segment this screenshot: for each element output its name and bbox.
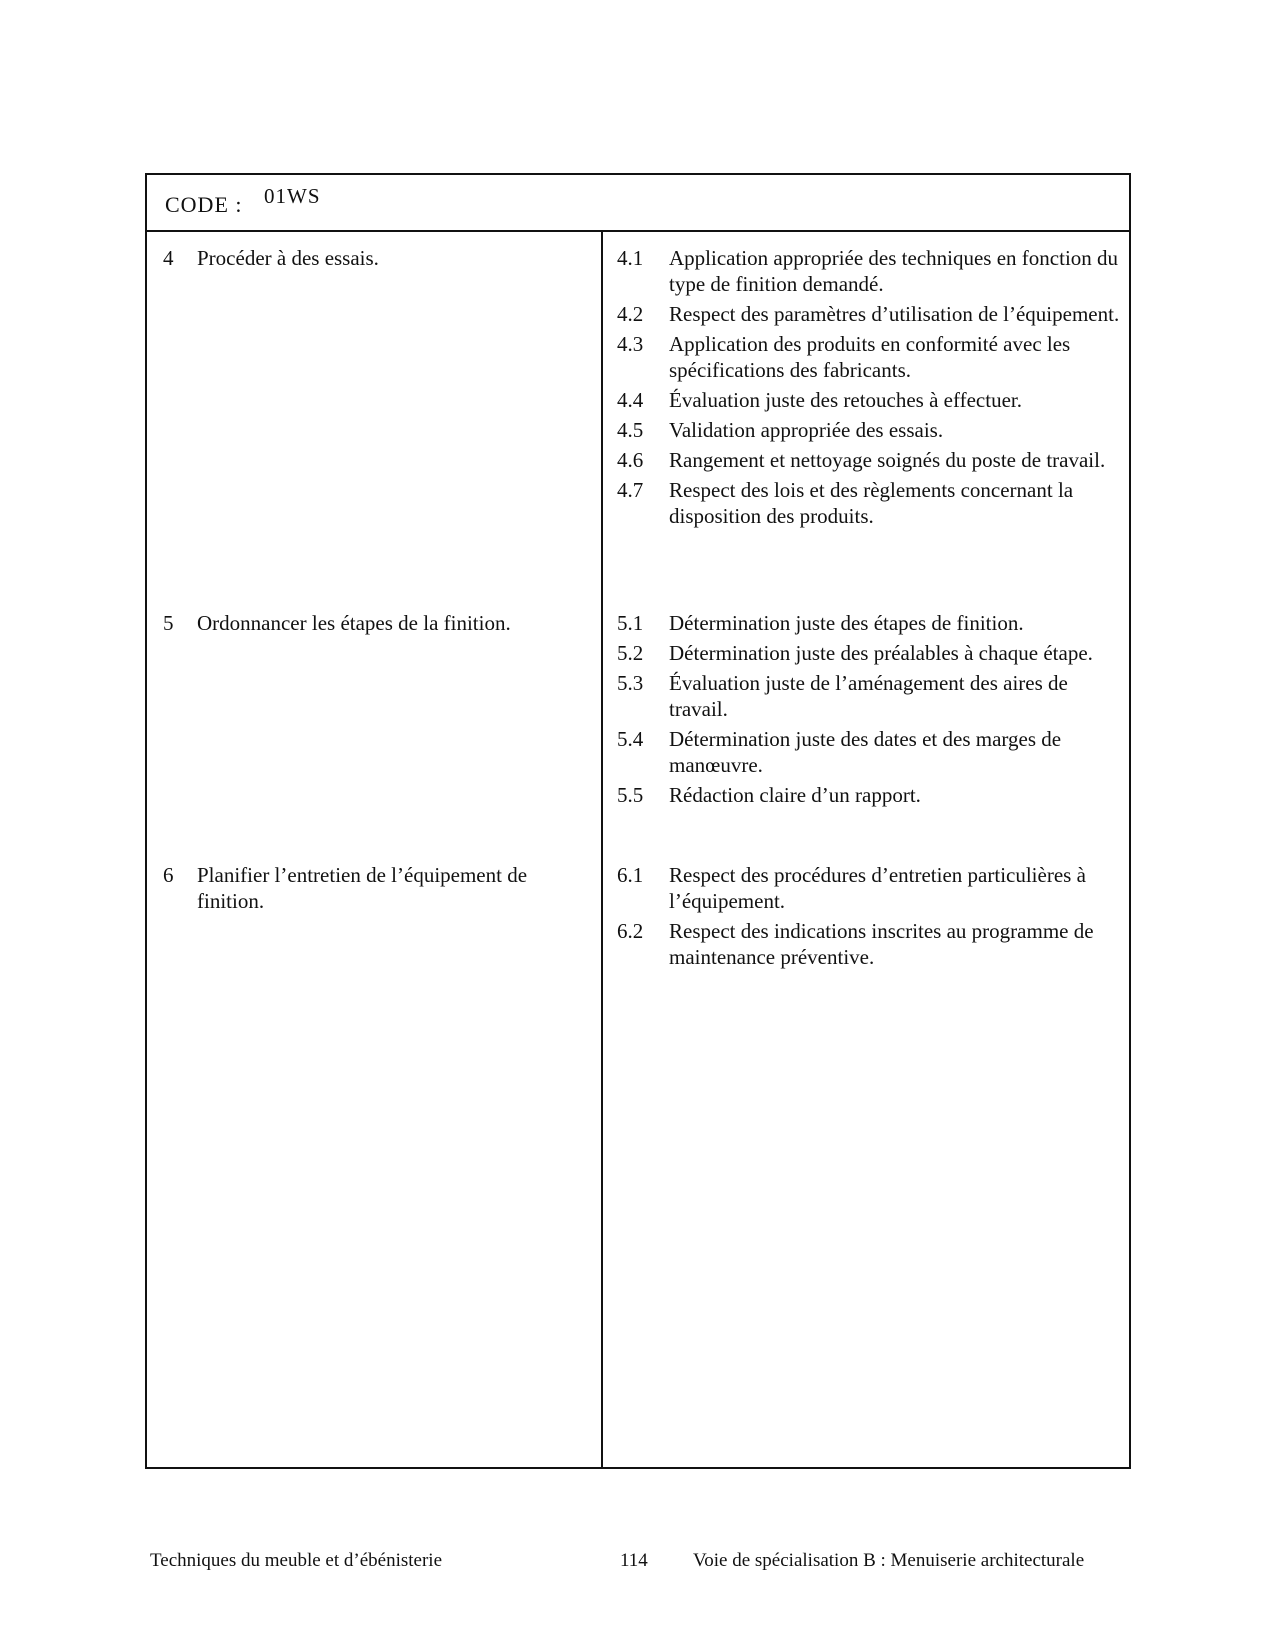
criterion-4-2 bbox=[617, 301, 1121, 327]
criterion-4-1 bbox=[617, 245, 1121, 297]
code-label: CODE : bbox=[165, 192, 243, 217]
criterion-number: 5.2 bbox=[617, 641, 644, 665]
criterion-text: Respect des paramètres d’utilisation de l’équipement. bbox=[669, 302, 1120, 326]
criterion-number: 4.2 bbox=[617, 302, 644, 326]
criterion-4-3 bbox=[617, 331, 1121, 383]
competency-6 bbox=[163, 862, 563, 914]
code-header-row bbox=[147, 175, 1129, 232]
footer-page-number: 114 bbox=[620, 1550, 648, 1571]
criterion-text: Respect des lois et des règlements concernant la disposition des produits. bbox=[669, 478, 1074, 528]
competency-text: Planifier l’entretien de l’équipement de finition. bbox=[197, 863, 528, 913]
criterion-4-7 bbox=[617, 477, 1121, 529]
criteria-group-4 bbox=[617, 245, 1121, 533]
competency-5 bbox=[163, 610, 563, 636]
criterion-4-4 bbox=[617, 387, 1121, 413]
competency-table bbox=[145, 173, 1131, 1469]
criterion-text: Application appropriée des techniques en fonction du type de finition demandé. bbox=[669, 246, 1119, 296]
criterion-text: Évaluation juste de l’aménagement des aires de travail. bbox=[669, 671, 1068, 721]
footer-program-title: Techniques du meuble et d’ébénisterie bbox=[150, 1550, 443, 1571]
competency-number: 5 bbox=[163, 611, 174, 635]
criterion-number: 5.3 bbox=[617, 671, 644, 695]
criterion-number: 4.4 bbox=[617, 388, 644, 412]
competency-number: 4 bbox=[163, 246, 174, 270]
column-divider bbox=[601, 230, 603, 1469]
criterion-number: 6.1 bbox=[617, 863, 644, 887]
criterion-number: 4.7 bbox=[617, 478, 644, 502]
criterion-text: Rangement et nettoyage soignés du poste de travail. bbox=[669, 448, 1106, 472]
criterion-text: Respect des procédures d’entretien particulières à l’équipement. bbox=[669, 863, 1086, 913]
code-value: 01WS bbox=[264, 184, 321, 208]
criterion-text: Détermination juste des étapes de finition. bbox=[669, 611, 1024, 635]
criterion-number: 5.5 bbox=[617, 783, 644, 807]
criterion-4-5 bbox=[617, 417, 1121, 443]
criterion-6-1 bbox=[617, 862, 1121, 914]
criterion-text: Évaluation juste des retouches à effectuer. bbox=[669, 388, 1022, 412]
criterion-text: Rédaction claire d’un rapport. bbox=[669, 783, 921, 807]
criterion-number: 6.2 bbox=[617, 919, 644, 943]
criterion-6-2 bbox=[617, 918, 1121, 970]
criterion-text: Détermination juste des dates et des marges de manœuvre. bbox=[669, 727, 1062, 777]
criterion-number: 4.1 bbox=[617, 246, 644, 270]
criteria-group-5 bbox=[617, 610, 1121, 812]
criteria-group-6 bbox=[617, 862, 1121, 974]
footer-specialization: Voie de spécialisation B : Menuiserie architecturale bbox=[693, 1550, 1085, 1571]
criterion-5-2 bbox=[617, 640, 1121, 666]
competency-text: Procéder à des essais. bbox=[197, 246, 379, 270]
criterion-4-6 bbox=[617, 447, 1121, 473]
criterion-number: 4.5 bbox=[617, 418, 644, 442]
criterion-number: 4.3 bbox=[617, 332, 644, 356]
criterion-5-3 bbox=[617, 670, 1121, 722]
criterion-5-1 bbox=[617, 610, 1121, 636]
criterion-number: 5.4 bbox=[617, 727, 644, 751]
criterion-5-4 bbox=[617, 726, 1121, 778]
criterion-text: Détermination juste des préalables à chaque étape. bbox=[669, 641, 1093, 665]
competency-number: 6 bbox=[163, 863, 174, 887]
criterion-text: Respect des indications inscrites au programme de maintenance préventive. bbox=[669, 919, 1094, 969]
criterion-text: Application des produits en conformité avec les spécifications des fabricants. bbox=[669, 332, 1071, 382]
criterion-number: 4.6 bbox=[617, 448, 644, 472]
competency-text: Ordonnancer les étapes de la finition. bbox=[197, 611, 511, 635]
competency-4 bbox=[163, 245, 563, 271]
criterion-number: 5.1 bbox=[617, 611, 644, 635]
criterion-text: Validation appropriée des essais. bbox=[669, 418, 944, 442]
criterion-5-5 bbox=[617, 782, 1121, 808]
